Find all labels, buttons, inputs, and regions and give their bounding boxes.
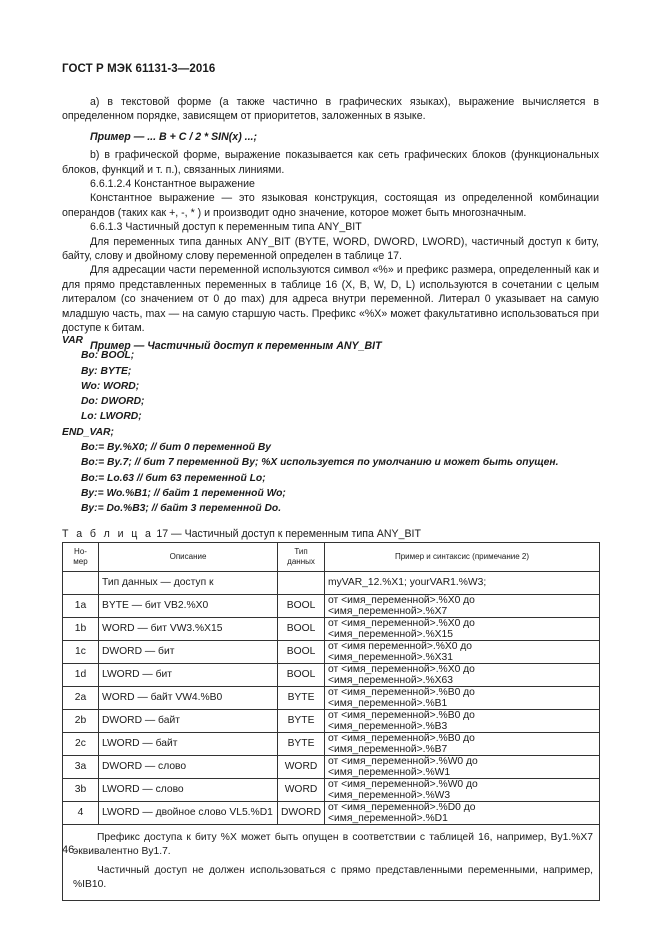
cell-description: WORD — бит VW3.%X15 [99,617,278,640]
cell-number: 1a [63,594,99,617]
code-line: Bo: BOOL; [81,350,135,362]
code-line: Bo:= By.%X0; // бит 0 переменной By [81,442,271,454]
cell-data-type: BOOL [278,594,325,617]
code-listing [62,333,602,517]
cell-data-type: WORD [278,778,325,801]
cell-example: от <имя_переменной>.%B0 до <имя_переменной>.%B7 [325,732,600,755]
paragraph-anybit-2: Для адресации части переменной используются символ «%» и префикс размера, определенный как и для прямо представленных переменных в таблице 16 (X, B, W, D, L) используются в сочетании с целым литералом (со значением от 0 до max) для адреса внутри переменной. Литерал 0 указывает на самую младшую часть, max — на самую старшую часть. Префикс «%X» может факультативно использоваться при доступе к битам. [62,264,599,335]
table-row [63,572,600,595]
cell-description: LWORD — слово [99,778,278,801]
cell-description: LWORD — байт [99,732,278,755]
cell-number: 3a [63,755,99,778]
code-line: Bo:= Lo.63 // бит 63 переменной Lo; [81,472,266,484]
table-row [63,663,600,686]
code-line: Wo: WORD; [81,380,140,392]
cell-description: DWORD — байт [99,709,278,732]
cell-description: BYTE — бит VB2.%X0 [99,594,278,617]
table-caption-prefix: Т а б л и ц а [62,528,154,540]
document-header: ГОСТ Р МЭК 61131-3—2016 [62,63,216,75]
table-row [63,640,600,663]
code-end-var-keyword: END_VAR; [62,426,114,438]
heading-6-6-1-2-4: 6.6.1.2.4 Константное выражение [90,178,255,191]
cell-example: от <имя_переменной>.%X0 до <имя_переменной>.%X63 [325,663,600,686]
table-row [63,755,600,778]
cell-data-type: BOOL [278,640,325,663]
code-line: By:= Wo.%B1; // байт 1 переменной Wo; [81,487,286,499]
header-description: Описание [99,543,278,572]
cell-data-type: WORD [278,755,325,778]
table-caption [62,528,421,540]
cell-description: DWORD — слово [99,755,278,778]
table-caption-title: 17 — Частичный доступ к переменным типа ANY_BIT [156,528,421,540]
paragraph-a: а) в текстовой форме (а также частично в графических языках), выражение вычисляется в определенном порядке, зависящем от приоритетов, заложенных в языке. [62,96,599,123]
header-data-type: Тип данных [278,543,325,572]
body-text [62,95,599,353]
cell-number: 2b [63,709,99,732]
cell-example: от <имя_переменной>.%D0 до <имя_переменной>.%D1 [325,801,600,824]
partial-access-table [62,542,600,901]
page-number: 46 [62,844,75,856]
cell-number: 2a [63,686,99,709]
code-line: By: BYTE; [81,365,132,377]
table-notes [63,824,600,900]
paragraph-constant: Константное выражение — это языковая конструкция, состоящая из определенной комбинации операндов (таких как +, -, * ) и производит одно значение, которое может быть многозначным. [62,192,599,219]
table-note-2: Частичный доступ не должен использоваться с прямо представленными переменными, например, %IB10. [73,864,593,890]
code-var-keyword: VAR [62,335,83,346]
header-number: Но- мер [63,543,99,572]
cell-description: DWORD — бит [99,640,278,663]
table-row [63,617,600,640]
table-header-row [63,543,600,572]
cell-example: myVAR_12.%X1; yourVAR1.%W3; [325,572,600,595]
cell-number: 2c [63,732,99,755]
cell-description: LWORD — двойное слово VL5.%D1 [99,801,278,824]
code-line: Bo:= By.7; // бит 7 переменной By; %X используется по умолчанию и может быть опущен. [81,457,559,469]
cell-data-type: DWORD [278,801,325,824]
cell-description: LWORD — бит [99,663,278,686]
table-row [63,594,600,617]
table-row [63,732,600,755]
cell-number: 1d [63,663,99,686]
code-line: Do: DWORD; [81,396,145,408]
header-example: Пример и синтаксис (примечание 2) [325,543,600,572]
cell-example: от <имя_переменной>.%X0 до <имя_переменной>.%X7 [325,594,600,617]
cell-description: WORD — байт VW4.%B0 [99,686,278,709]
example-2: Пример — Частичный доступ к переменным ANY_BIT [90,339,382,352]
cell-description: Тип данных — доступ к [99,572,278,595]
table-row [63,778,600,801]
cell-data-type: BYTE [278,709,325,732]
table-row [63,686,600,709]
cell-example: от <имя переменной>.%X0 до <имя_переменной>.%X31 [325,640,600,663]
example-1: Пример — ... B + C / 2 * SIN(x) ...; [90,130,258,143]
cell-example: от <имя_переменной>.%B0 до <имя_переменной>.%B3 [325,709,600,732]
cell-data-type: BOOL [278,663,325,686]
code-line: Lo: LWORD; [81,411,142,423]
paragraph-anybit-1: Для переменных типа данных ANY_BIT (BYTE, WORD, DWORD, LWORD), частичный доступ к биту, байту, слову и двойному слову переменной определен в таблице 17. [62,235,599,263]
cell-number: 1b [63,617,99,640]
cell-data-type: BOOL [278,617,325,640]
cell-example: от <имя_переменной>.%W0 до <имя_переменной>.%W1 [325,755,600,778]
cell-data-type: BYTE [278,686,325,709]
cell-number: 1c [63,640,99,663]
table-notes-row [63,824,600,900]
cell-example: от <имя_переменной>.%W0 до <имя_переменной>.%W3 [325,778,600,801]
cell-example: от <имя_переменной>.%B0 до <имя_переменной>.%B1 [325,686,600,709]
heading-6-6-1-3: 6.6.1.3 Частичный доступ к переменным типа ANY_BIT [90,221,362,234]
cell-data-type: BYTE [278,732,325,755]
cell-example: от <имя_переменной>.%X0 до <имя_переменной>.%X15 [325,617,600,640]
code-line: By:= Do.%B3; // байт 3 переменной Do. [81,503,282,515]
cell-number [63,572,99,595]
cell-number: 4 [63,801,99,824]
table-row [63,709,600,732]
cell-data-type [278,572,325,595]
paragraph-b: b) в графической форме, выражение показывается как сеть графических блоков (функциональных блоков, функций и т. п.), связанных линиями. [62,149,599,176]
cell-number: 3b [63,778,99,801]
table-note-1: Префикс доступа к биту %X может быть опущен в соответствии с таблицей 16, например, By1.%X7 эквивалентно By1.7. [73,831,593,857]
table-row [63,801,600,824]
